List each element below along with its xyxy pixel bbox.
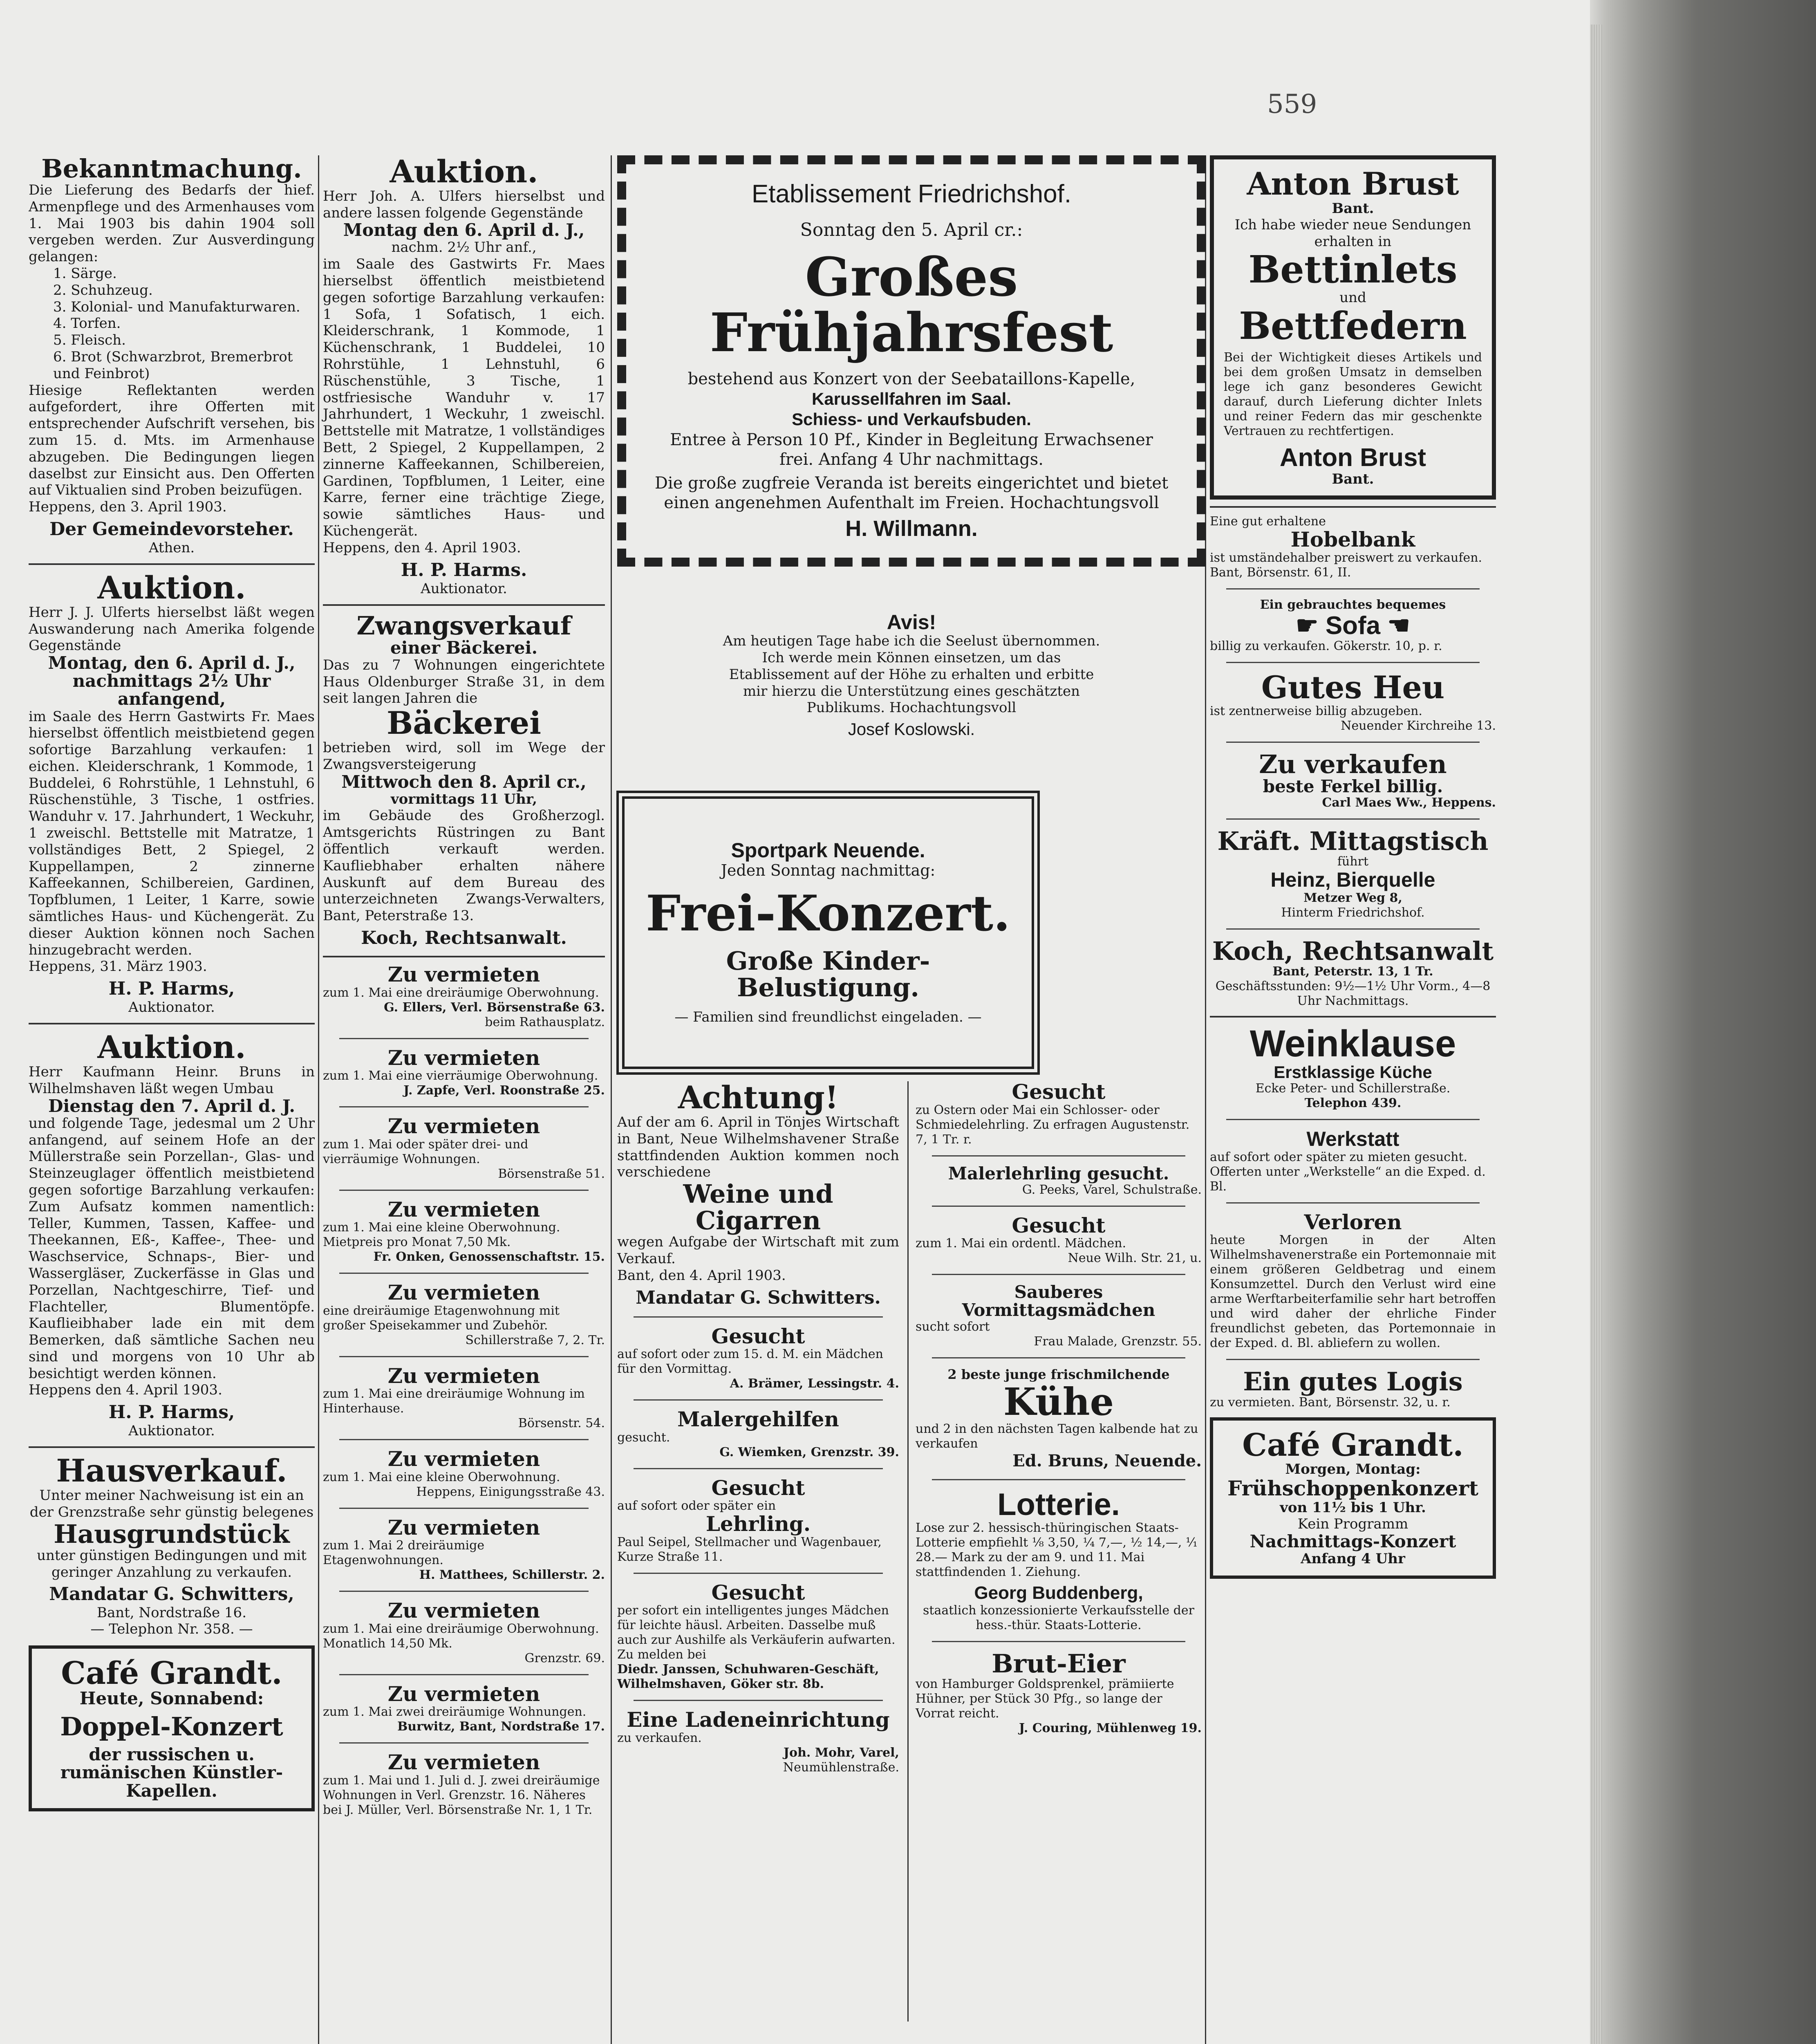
ad-text: Lose zur 2. hessisch-thüringischen Staats-Lotterie empfiehlt ⅛ 3,50, ¼ 7,—, ½ 14,—, ¹⁄₁ 28.— Mark zu der am 9. und 11. Mai stattfindenden 1. Ziehung. — [916, 1521, 1198, 1580]
list-item: 1. Särge. — [53, 265, 117, 282]
ad-line: Morgen, Montag: — [1285, 1461, 1421, 1478]
ad-signature: Mandatar G. Schwitters. — [636, 1287, 881, 1308]
ad-subline: Telephon 439. — [1304, 1096, 1402, 1111]
ad-signature: Neue Wilh. Str. 21, u. — [1068, 1251, 1202, 1266]
ad-title: Bekanntmachung. — [41, 154, 302, 184]
ad-title: Brut-Eier — [992, 1649, 1126, 1679]
divider — [339, 1273, 589, 1274]
ad-title: Zu vermieten — [387, 1363, 540, 1388]
ad-signature: G. Wiemken, Grenzstr. 39. — [719, 1445, 899, 1459]
ad-auktion-ulfers — [323, 155, 605, 597]
ad-zu-vermieten — [323, 1600, 605, 1666]
ad-title: Verloren — [1304, 1210, 1402, 1234]
ad-highlight: Heinz, Bierquelle — [1270, 868, 1435, 892]
ad-zu-vermieten — [323, 1047, 605, 1098]
ad-title: Koch, Rechtsanwalt — [1212, 936, 1494, 966]
ad-line: Schiess- und Verkaufsbuden. — [792, 410, 1031, 429]
divider — [1226, 662, 1480, 663]
ad-text: Ich habe wieder neue Sendungen erhalten in — [1234, 216, 1471, 250]
ad-place-date: Bant, den 4. April 1903. — [617, 1267, 786, 1284]
item-list — [29, 265, 315, 382]
ad-text: auf sofort oder zum 15. d. M. ein Mädchen für den Vormittag. — [617, 1347, 883, 1376]
ad-zu-vermieten — [323, 1365, 605, 1431]
ad-signature: Metzer Weg 8, — [1303, 890, 1402, 905]
ad-text: eine dreiräumige Etagenwohnung mit großer Speisekammer und Zubehör. — [323, 1303, 560, 1333]
ad-subline: Bant, Peterstr. 13, 1 Tr. — [1272, 964, 1433, 979]
ad-text: und — [1339, 289, 1366, 306]
ad-place-date: Heppens den 4. April 1903. — [29, 1382, 222, 1399]
ad-text: auf sofort oder später zu mieten gesucht. Offerten unter „Werkstelle“ an die Exped. d. Bl. — [1210, 1150, 1486, 1194]
list-item: 6. Brot (Schwarzbrot, Bremerbrot und Feinbrot) — [53, 349, 293, 382]
divider — [1226, 818, 1480, 820]
ad-weinklause — [1210, 1024, 1496, 1111]
ad-subline: Neumühlenstraße. — [783, 1760, 899, 1775]
column-1 — [29, 155, 315, 1811]
ad-koch — [1210, 938, 1496, 1009]
divider — [1210, 506, 1496, 508]
ad-gutes-heu — [1210, 671, 1496, 733]
ad-zu-vermieten — [323, 1282, 605, 1348]
ad-zwangsverkauf — [323, 612, 605, 948]
ad-line: Große Kinder-Belustigung. — [726, 946, 930, 1003]
ad-lotterie — [916, 1488, 1202, 1633]
ad-highlight: Lehrling. — [705, 1512, 811, 1536]
ad-line: Karussellfahren im Saal. — [812, 389, 1011, 408]
ad-title: Zu vermieten — [387, 1197, 540, 1221]
ad-subline: Auktionator. — [421, 580, 507, 597]
ad-highlight: Weine und Cigarren — [683, 1179, 833, 1236]
ad-highlight: Erstklassige Küche — [1274, 1062, 1432, 1082]
ad-title: Lotterie. — [997, 1487, 1120, 1522]
page-number: 559 — [1267, 89, 1317, 119]
ad-text: Ecke Peter- und Schillerstraße. — [1255, 1081, 1451, 1096]
ad-signature: Schillerstraße 7, 2. Tr. — [465, 1333, 605, 1347]
ad-cafe-grandt — [29, 1645, 315, 1811]
ad-gesucht-lehrling — [916, 1081, 1202, 1147]
ad-title: Eine Ladeneinrichtung — [627, 1708, 890, 1732]
ad-text: zum 1. Mai 2 dreiräumige Etagenwohnungen. — [323, 1538, 485, 1568]
ad-gesucht — [617, 1326, 899, 1392]
ad-line: von 11½ bis 1 Uhr. — [1280, 1499, 1426, 1516]
ad-mittagstisch — [1210, 828, 1496, 920]
divider — [932, 1479, 1185, 1480]
ad-title: Ein gutes Logis — [1243, 1367, 1463, 1397]
ad-title: Zwangsverkauf — [356, 610, 571, 641]
ad-zu-vermieten — [323, 1517, 605, 1583]
ad-signature: H. P. Harms, — [108, 978, 235, 1000]
ad-title: Auktion. — [97, 569, 246, 606]
ad-signature: Grenzstr. 69. — [524, 1651, 605, 1665]
divider — [932, 1357, 1185, 1358]
column-rule — [318, 155, 319, 2044]
sofa-line — [1210, 612, 1496, 639]
ad-text: Bei der Wichtigkeit dieses Artikels und bei dem großen Umsatz in demselben lege ich ganz besonderes Gewicht darauf, durch Lieferung dichter Inlets und reiner Federn das mir geschenkte Vertrauen zu rechtfertigen. — [1224, 350, 1482, 439]
ad-text: Am heutigen Tage habe ich die Seelust übernommen. Ich werde mein Können einsetzen, um das Etablissement auf der Höhe zu erhalten und erbitte mir hierzu die Unterstützung eines geschätzten Publikums. Hochachtungsvoll — [723, 633, 1100, 716]
ad-signature: Heppens, Einigungsstraße 43. — [416, 1484, 605, 1499]
ad-title: Gesucht — [711, 1324, 805, 1348]
ad-auktion-bruns — [29, 1031, 315, 1439]
ad-signature: G. Peeks, Varel, Schulstraße. — [1022, 1182, 1202, 1197]
ad-title: Zu vermieten — [387, 1114, 540, 1139]
ad-text: zum 1. Mai eine kleine Oberwohnung. — [323, 1470, 560, 1484]
ad-signature: Der Gemeindevorsteher. — [49, 519, 294, 540]
ad-date: Montag den 6. April d. J., — [343, 220, 585, 240]
ad-avis — [617, 612, 1206, 739]
ad-title: Werkstatt — [1306, 1127, 1400, 1151]
divider — [1226, 588, 1480, 589]
divider — [339, 1190, 589, 1191]
ad-highlight: Bettinlets — [1248, 247, 1458, 292]
ad-title: Café Grandt. — [61, 1655, 282, 1692]
ad-text: gesucht. — [617, 1430, 670, 1445]
ad-subline: staatlich konzessionierte Verkaufsstelle der hess.-thür. Staats-Lotterie. — [923, 1603, 1194, 1633]
ad-highlight: beste Ferkel billig. — [1263, 776, 1443, 796]
ad-title: Zu vermieten — [387, 962, 540, 987]
ad-verloren — [1210, 1212, 1496, 1351]
ad-signature: Josef Koslowski. — [848, 719, 975, 739]
ad-place-date: Heppens, 31. März 1903. — [29, 958, 207, 975]
ad-subline: Bant, Nordstraße 16. — [96, 1605, 246, 1621]
ad-signature: J. Couring, Mühlenweg 19. — [1019, 1721, 1202, 1736]
ad-text: unter günstigen Bedingungen und mit geringer Anzahlung zu verkaufen. — [37, 1547, 307, 1580]
ad-title: Café Grandt. — [1242, 1426, 1464, 1463]
ad-ladeneinrichtung — [617, 1709, 899, 1775]
ad-signature: Börsenstraße 51. — [498, 1166, 605, 1181]
ad-title: Eine gut erhaltene — [1210, 514, 1326, 529]
ad-text: zu vermieten. Bant, Börsenstr. 32, u. r. — [1210, 1395, 1451, 1410]
ad-subline: Bant. — [1332, 471, 1374, 488]
divider — [634, 1399, 883, 1401]
ad-highlight: Doppel-Konzert — [60, 1712, 283, 1742]
ad-title: Gesucht — [711, 1475, 805, 1500]
ad-gesucht-lehrling — [617, 1477, 899, 1564]
column-2 — [323, 155, 605, 1825]
ad-kuehe — [916, 1367, 1202, 1471]
ad-signature: Neuender Kirchreihe 13. — [1341, 718, 1496, 733]
ad-title: Achtung! — [678, 1079, 839, 1116]
ad-hobelbank — [1210, 514, 1496, 580]
ad-vormittagsmaedchen — [916, 1283, 1202, 1349]
ad-text: sucht sofort — [916, 1319, 990, 1334]
list-item: 5. Fleisch. — [53, 332, 126, 349]
ad-highlight: Bettfedern — [1239, 303, 1467, 348]
ad-title: Gesucht — [1012, 1080, 1106, 1104]
ad-werkstatt — [1210, 1128, 1496, 1194]
ad-gesucht-maedchen — [617, 1582, 899, 1692]
ad-subline: Auktionator. — [128, 999, 215, 1016]
ad-signature: Burwitz, Bant, Nordstraße 17. — [397, 1719, 605, 1734]
ad-highlight: Hobelbank — [1290, 527, 1415, 552]
ad-text: Herr J. J. Ulferts hierselbst läßt wegen Auswanderung nach Amerika folgende Gegenstände — [29, 604, 315, 654]
divider — [634, 1468, 883, 1469]
ad-time: nachm. 2½ Uhr anf., — [391, 239, 537, 256]
ad-text: Die Lieferung des Bedarfs der hief. Armenpflege und des Armenhauses vom 1. Mai 1903 bis dahin 1904 soll vergeben werden. Zur Ausverdingung gelangen: — [29, 182, 315, 265]
divider — [339, 1038, 589, 1039]
divider — [339, 1674, 589, 1675]
ad-signature: G. Ellers, Verl. Börsenstraße 63. — [384, 1000, 605, 1015]
ad-friedrichshof — [617, 155, 1206, 567]
ad-date: Montag, den 6. April d. J., nachmittags 2½ Uhr anfangend, — [48, 653, 296, 709]
ad-place-date: Heppens, den 3. April 1903. — [29, 499, 227, 515]
ad-title: Zu verkaufen — [1259, 749, 1447, 779]
ad-title: Zu vermieten — [387, 1598, 540, 1623]
ad-signature: Georg Buddenberg, — [974, 1583, 1143, 1603]
ad-text: Herr Kaufmann Heinr. Bruns in Wilhelmshaven läßt wegen Umbau — [29, 1064, 315, 1097]
ad-title: Sportpark Neuende. — [731, 839, 925, 862]
ad-signature: Frau Malade, Grenzstr. 55. — [1034, 1334, 1202, 1349]
ad-zu-vermieten — [323, 1448, 605, 1499]
ad-title: Weinklause — [1249, 1022, 1456, 1065]
column-rule — [611, 155, 612, 2044]
ad-title: Kräft. Mittagstisch — [1217, 826, 1489, 856]
ad-subline: beim Rathausplatz. — [485, 1015, 605, 1029]
ad-title: 2 beste junge frischmilchende — [947, 1366, 1170, 1382]
ad-text: zum 1. Mai oder später drei- und vierräumige Wohnungen. — [323, 1137, 528, 1166]
ad-signature: H. P. Harms, — [108, 1402, 235, 1423]
ad-auktion-ulferts — [29, 569, 315, 1016]
ad-title: Gesucht — [711, 1580, 805, 1605]
divider — [339, 1591, 589, 1592]
ad-highlight: Kühe — [1003, 1379, 1114, 1424]
sub-column-right — [916, 1081, 1202, 1743]
ad-gesucht-maedchen — [916, 1215, 1202, 1266]
ad-title: Malergehilfen — [677, 1407, 839, 1432]
divider — [29, 1023, 315, 1024]
ad-text: zum 1. Mai ein ordentl. Mädchen. — [916, 1236, 1126, 1251]
ad-highlight: Großes Frühjahrsfest — [710, 245, 1113, 364]
ad-text: heute Morgen in der Alten Wilhelmshavenerstraße ein Portemonnaie mit einem größeren Geldbetrag und einem Konsumzettel. Durch den Verlust wird eine arme Werftarbeiterfamilie sehr hart betroffen und wird daher der ehrliche Finder freundlichst gebeten, das Portemonnaie in der Exped. d. Bl. abliefern zu wollen. — [1210, 1233, 1496, 1351]
ad-line: Sonntag den 5. April cr.: — [800, 220, 1023, 241]
ad-signature: A. Brämer, Lessingstr. 4. — [730, 1376, 899, 1391]
ad-text: Unter meiner Nachweisung ist ein an der Grenzstraße sehr günstig belegenes — [29, 1487, 314, 1520]
ad-text: betrieben wird, soll im Wege der Zwangsversteigerung — [323, 740, 605, 773]
ad-subline: Athen. — [148, 540, 195, 556]
ad-cafe-grandt-2 — [1210, 1417, 1496, 1579]
ad-malergehilfen — [617, 1409, 899, 1460]
ad-subtitle: einer Bäckerei. — [390, 637, 538, 658]
divider — [1226, 742, 1480, 743]
page-edges — [1590, 25, 1602, 2044]
ad-signature: Anton Brust — [1279, 444, 1426, 472]
divider — [932, 1206, 1185, 1207]
ad-text: im Gebäude des Großherzogl. Amtsgerichts Rüstringen zu Bant öffentlich verkauft werden. Kaufliebhaber erhalten nähere Auskunft auf dem Bureau des unterzeichneten Zwangs-Verwalters, Bant, Peterstraße 13. — [323, 807, 605, 924]
ad-text: ist umständehalber preiswert zu verkaufen. Bant, Börsenstr. 61, II. — [1210, 550, 1482, 580]
ad-signature: H. Willmann. — [845, 516, 978, 541]
divider — [323, 956, 605, 957]
ad-text: im Saale des Herrn Gastwirts Fr. Maes hierselbst öffentlich meistbietend gegen sofortige Barzahlung verkaufen: 1 eichen. Kleiderschrank, 1 Kommode, 1 Buddelei, 6 Rohrstühle, 1 Lehnstuhl, 6 Rüschenstühle, 3 Tische, 1 ostfries. Wanduhr v. 17. Jahrhundert, 1 Weckuhr, 1 zweischl. Bettstelle mit Matratze, 1 vollständiges Bett, 2 Spiegel, 2 Kuppellampen, 2 zinnerne Kaffeekannen, Schilbereien, Gardinen, Topfblumen, 1 Leiter, 1 Karre, sowie sämtliches Haus- und Küchengerät. Zu dieser Auktion können noch Sachen hinzugebracht werden. — [29, 708, 315, 958]
ad-line: — Familien sind freundlichst eingeladen. — — [674, 1009, 982, 1026]
ad-line: Jeden Sonntag nachmittag: — [721, 861, 936, 879]
divider — [634, 1316, 883, 1318]
ad-subline: — Telephon Nr. 358. — — [90, 1621, 253, 1638]
ad-text: zum 1. Mai eine dreiräumige Wohnung im Hinterhause. — [323, 1387, 585, 1416]
divider — [1210, 1016, 1496, 1018]
divider — [29, 563, 315, 565]
ad-signature: Mandatar G. Schwitters, — [49, 1584, 294, 1605]
ad-text: im Saale des Gastwirts Fr. Maes hierselbst öffentlich meistbietend gegen sofortige Barzahlung verkaufen: 1 Sofa, 1 Sofatisch, 1 eich. Kleiderschrank, 1 Kommode, 1 Küchenschrank, 1 Buddelei, 10 Rohrstühle, 1 Lehnstuhl, 6 Rüschenstühle, 3 Tische, 1 ostfriesische Wanduhr v. 17 Jahrhundert, 1 Weckuhr, 1 zweischl. Bettstelle mit Matratze, 1 vollständiges Bett, 2 Spiegel, 2 Kuppellampen, 2 zinnerne Kaffeekannen, Schilbereien, Gardinen, Topfblumen, 1 Leiter, eine Karre, ferner eine trächtige Ziege, sowie sämtliches Haus- und Küchengerät. — [323, 256, 605, 540]
ad-signature: Joh. Mohr, Varel, — [783, 1745, 899, 1760]
sub-column-left — [617, 1081, 899, 1782]
ad-text: per sofort ein intelligentes junges Mädchen für leichte häusl. Arbeiten. Dasselbe muß auch zur Aushilfe als Verkäuferin aufwarten. Zu melden bei — [617, 1603, 896, 1662]
ad-date: Dienstag den 7. April d. J. — [48, 1096, 296, 1116]
ad-subline: Bant. — [1332, 200, 1374, 217]
divider — [339, 1439, 589, 1440]
ad-sofa — [1210, 598, 1496, 654]
ad-subline: Auktionator. — [128, 1423, 215, 1439]
column-3 — [617, 155, 1206, 1775]
ad-title: Ein gebrauchtes bequemes — [1260, 597, 1446, 612]
ad-text: billig zu verkaufen. Gökerstr. 10, p. r. — [1210, 639, 1442, 654]
ad-signature: J. Zapfe, Verl. Roonstraße 25. — [403, 1083, 605, 1098]
ad-line: Kein Programm — [1297, 1516, 1408, 1533]
ad-text: zum 1. Mai eine dreiräumige Oberwohnung. — [323, 985, 599, 1000]
ad-title: Zu vermieten — [387, 1515, 540, 1540]
ad-signature: H. P. Harms. — [401, 559, 527, 580]
ad-highlight: Bäckerei — [386, 705, 542, 742]
ad-text: zu verkaufen. — [617, 1730, 702, 1745]
list-item: 2. Schuhzeug. — [53, 282, 153, 298]
ad-text: zu Ostern oder Mai ein Schlosser- oder Schmiedelehrling. Zu erfragen Augustenstr. 7, 1 Tr. r. — [916, 1103, 1190, 1147]
ad-title: Gesucht — [1012, 1213, 1106, 1237]
pointing-hand-icon: ☚ — [1387, 611, 1410, 640]
ad-signature: Fr. Onken, Genossenschaftstr. 15. — [373, 1250, 605, 1264]
ad-title: Zu vermieten — [387, 1045, 540, 1070]
ad-highlight: Frei-Konzert. — [646, 885, 1010, 943]
ad-title: Malerlehrling gesucht. — [948, 1163, 1169, 1183]
divider — [634, 1573, 883, 1574]
ad-text: zum 1. Mai eine dreiräumige Oberwohnung. Monatlich 14,50 Mk. — [323, 1621, 599, 1651]
ad-title: Zu vermieten — [387, 1750, 540, 1775]
ad-signature: Diedr. Janssen, Schuhwaren-Geschäft, Wilhelmshaven, Göker str. 8b. — [617, 1662, 879, 1692]
ad-title: Sauberes Vormittagsmädchen — [962, 1282, 1155, 1320]
ad-text: zum 1. Mai und 1. Juli d. J. zwei dreiräumige Wohnungen in Verl. Grenzstr. 16. Näheres bei J. Müller, Verl. Börsenstraße Nr. 1, 1 Tr. — [323, 1773, 600, 1817]
ad-text: ist zentnerweise billig abzugeben. — [1210, 704, 1422, 718]
divider — [1226, 1119, 1480, 1120]
divider — [932, 1274, 1185, 1275]
ad-title: Zu vermieten — [387, 1447, 540, 1471]
ad-title: Gutes Heu — [1261, 669, 1445, 706]
ad-title: Zu vermieten — [387, 1280, 540, 1305]
ad-text: zum 1. Mai eine vierräumige Oberwohnung. — [323, 1069, 598, 1083]
ad-text: Geschäftsstunden: 9½—1½ Uhr Vorm., 4—8 Uhr Nachmittags. — [1215, 979, 1491, 1008]
ad-text: und folgende Tage, jedesmal um 2 Uhr anfangend, auf seinem Hofe an der Müllerstraße sein Porzellan-, Glas- und Steinzeuglager öffentlich meistbietend gegen sofortige Barzahlung verkaufen: Zum Aufsatz kommen namentlich: Teller, Kummen, Tassen, Kaffee- und Theekannen, Eß-, Kaffee-, Thee- und Waschservice, Schnaps-, Bier- und Wassergläser, Zuckerfässe in Glas und Porzellan, Nachtgeschirre, Tief- und Flachteller, Blumentöpfe. Kauflieibhaber lade ein mit dem Bemerken, daß sämtliche Sachen neu sind und morgens von 10 Uhr ab besichtigt werden können. — [29, 1115, 315, 1382]
ad-text: Hiesige Reflektanten werden aufgefordert, ihre Offerten mit entsprechender Aufschrift versehen, bis zum 15. d. Mts. im Armenhause abzugeben. Die Bedingungen liegen daselbst zur Einsicht aus. Den Offerten auf Viktualien sind Proben beizufügen. — [29, 382, 315, 499]
ad-zu-vermieten — [323, 964, 605, 1030]
ad-line: Nachmittags-Konzert — [1249, 1531, 1456, 1552]
ad-title: Etablissement Friedrichshof. — [751, 180, 1072, 208]
ad-zu-vermieten — [323, 1683, 605, 1735]
ad-subline: Hinterm Friedrichshof. — [1281, 905, 1425, 920]
divider — [339, 1742, 589, 1744]
ad-line: Anfang 4 Uhr — [1301, 1551, 1405, 1567]
ad-signature: Carl Maes Ww., Heppens. — [1322, 796, 1496, 810]
ad-ferkel — [1210, 751, 1496, 810]
ad-text: zum 1. Mai zwei dreiräumige Wohnungen. — [323, 1705, 587, 1719]
divider — [932, 1155, 1185, 1156]
ad-logis — [1210, 1368, 1496, 1410]
ad-line: Die große zugfreie Veranda ist bereits eingerichtet und bietet einen angenehmen Aufenthalt im Freien. Hochachtungsvoll — [654, 473, 1169, 512]
ad-time: vormittags 11 Uhr, — [390, 791, 537, 807]
divider — [634, 1700, 883, 1701]
ad-anton-brust — [1210, 155, 1496, 500]
ad-highlight: Hausgrundstück — [54, 1519, 290, 1549]
ad-title: Zu vermieten — [387, 1681, 540, 1706]
column-rule — [907, 1081, 909, 2022]
ad-line: der russischen u. rumänischen Künstler-Kapellen. — [60, 1744, 283, 1801]
ad-line: Entree à Person 10 Pf., Kinder in Begleitung Erwachsener frei. Anfang 4 Uhr nachmittags. — [670, 430, 1153, 469]
ad-signature: Paul Seipel, Stellmacher und Wagenbauer, Kurze Straße 11. — [617, 1535, 882, 1564]
list-item: 3. Kolonial- und Manufakturwaren. — [53, 298, 300, 315]
divider — [323, 604, 605, 606]
divider — [339, 1356, 589, 1357]
ad-text: Herr Joh. A. Ulfers hierselbst und andere lassen folgende Gegenstände — [323, 188, 605, 221]
ad-text: und 2 in den nächsten Tagen kalbende hat zu verkaufen — [916, 1421, 1198, 1451]
ad-zu-vermieten — [323, 1752, 605, 1818]
divider — [1226, 928, 1480, 930]
divider — [339, 1106, 589, 1107]
ad-malerlehrling — [916, 1165, 1202, 1197]
ad-text: führt — [1337, 854, 1369, 869]
ad-line: bestehend aus Konzert von der Seebataillons-Kapelle, — [687, 369, 1135, 388]
ad-zu-vermieten — [323, 1116, 605, 1181]
ad-signature: Koch, Rechtsanwalt. — [361, 928, 567, 949]
ad-title: Hausverkauf. — [56, 1452, 287, 1489]
ad-text: zum 1. Mai eine kleine Oberwohnung. Mietpreis pro Monat 7,50 Mk. — [323, 1220, 560, 1250]
ad-highlight: Sofa — [1325, 611, 1381, 640]
spacer — [617, 739, 1206, 796]
ad-text: Auf der am 6. April in Tönjes Wirtschaft in Bant, Neue Wilhelmshavener Straße stattfindenden Auktion kommen noch verschiedene — [617, 1114, 899, 1181]
ad-text: wegen Aufgabe der Wirtschaft mit zum Verkauf. — [617, 1234, 899, 1267]
ad-bekanntmachung — [29, 155, 315, 556]
ad-signature: Ed. Bruns, Neuende. — [1012, 1451, 1202, 1470]
ad-signature: Börsenstr. 54. — [518, 1416, 605, 1431]
ad-title: Auktion. — [97, 1029, 246, 1066]
book-binding — [1590, 0, 1816, 2044]
ad-date: Mittwoch den 8. April cr., — [341, 771, 587, 792]
divider — [932, 1641, 1185, 1642]
divider — [1226, 1202, 1480, 1204]
divider — [29, 1446, 315, 1448]
ad-brut-eier — [916, 1650, 1202, 1736]
ad-signature: H. Matthees, Schillerstr. 2. — [419, 1568, 605, 1582]
list-item: 4. Torfen. — [53, 315, 121, 332]
ad-text: Das zu 7 Wohnungen eingerichtete Haus Oldenburger Straße 31, in dem seit langen Jahren die — [323, 657, 605, 707]
ad-title: Avis! — [887, 610, 936, 634]
ad-sportpark — [622, 796, 1034, 1069]
ad-title: Anton Brust — [1247, 166, 1459, 202]
ad-highlight: Frühschoppenkonzert — [1227, 1476, 1479, 1501]
ad-place-date: Heppens, den 4. April 1903. — [323, 539, 521, 556]
ad-text: von Hamburger Goldsprenkel, prämiierte Hühner, per Stück 30 Pfg., so lange der Vorrat reicht. — [916, 1677, 1174, 1721]
ad-hausverkauf — [29, 1452, 315, 1638]
ad-zu-vermieten — [323, 1199, 605, 1265]
ad-achtung — [617, 1081, 899, 1308]
divider — [339, 1508, 589, 1509]
ad-line: Heute, Sonnabend: — [79, 1688, 264, 1709]
ad-text: auf sofort oder später ein — [617, 1499, 776, 1513]
ad-title: Auktion. — [390, 153, 538, 190]
spacer — [617, 567, 1206, 612]
column-4 — [1210, 155, 1496, 1579]
divider — [1226, 1359, 1480, 1360]
pointing-hand-icon: ☛ — [1295, 611, 1319, 640]
